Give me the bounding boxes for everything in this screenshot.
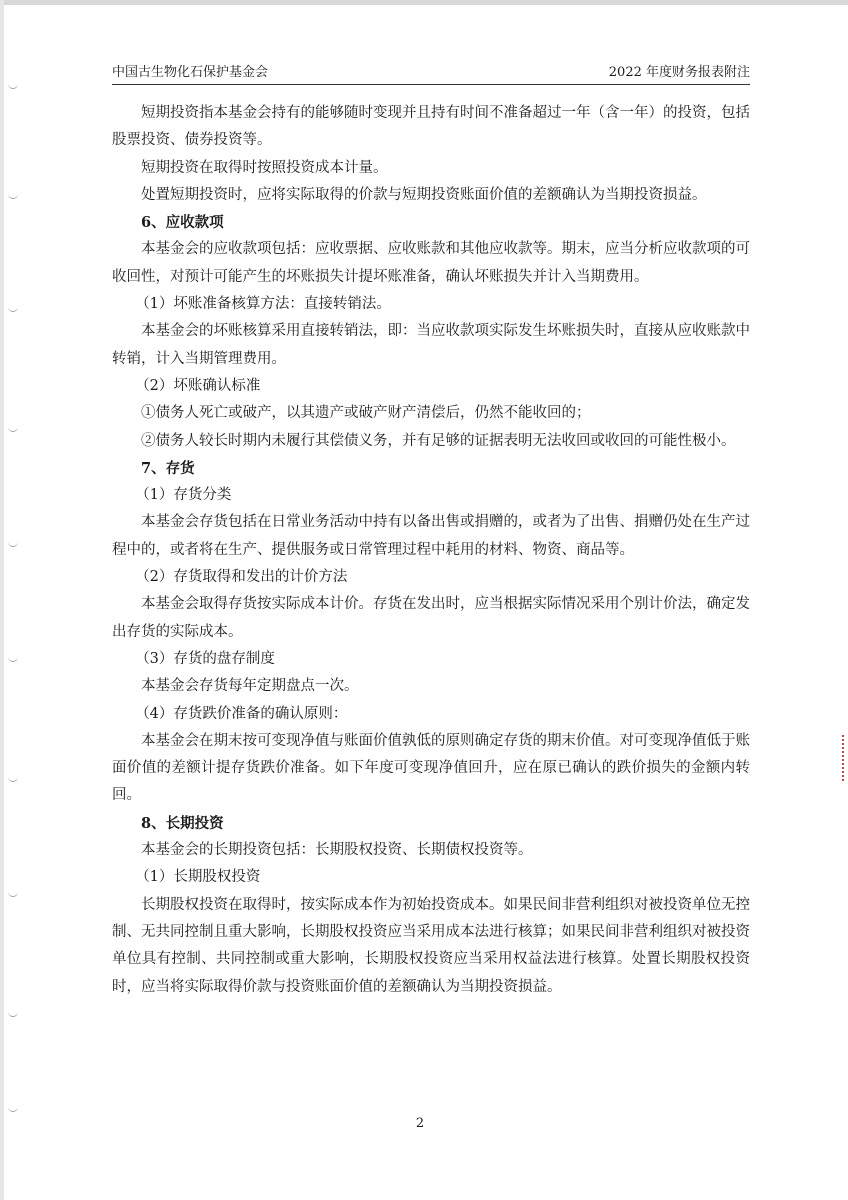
binding-hole-mark: [8, 192, 18, 199]
paragraph: （2）坏账确认标准: [135, 377, 261, 394]
paragraph: 本基金会的长期投资包括：长期股权投资、长期债权投资等。: [141, 842, 533, 859]
paragraph: （1）长期股权投资: [135, 869, 261, 886]
binding-hole-mark: [8, 425, 18, 432]
section-heading: 8、长期投资: [141, 814, 224, 832]
binding-hole-mark: [8, 890, 18, 897]
binding-hole-mark: [8, 655, 18, 662]
paragraph: （1）存货分类: [135, 487, 232, 504]
paragraph: （4）存货跌价准备的确认原则：: [135, 705, 348, 722]
binding-hole-mark: [8, 1105, 18, 1112]
body-text: [112, 100, 750, 1001]
page-number: 2: [415, 1116, 425, 1131]
paragraph: 本基金会存货每年定期盘点一次。: [141, 678, 359, 695]
paragraph: 本基金会存货包括在日常业务活动中持有以备出售或捐赠的，或者为了出售、捐赠仍处在生产过程中的，或者将在生产、提供服务或日常管理过程中耗用的材料、物资、商品等。: [112, 514, 750, 558]
page-header: [112, 64, 750, 85]
binding-hole-mark: [8, 775, 18, 782]
binding-hole-mark: [8, 82, 18, 89]
binding-hole-mark: [8, 305, 18, 312]
scan-edge-top: [0, 0, 848, 5]
paragraph: （3）存货的盘存制度: [135, 650, 275, 667]
paragraph: 本基金会的坏账核算采用直接转销法，即：当应收款项实际发生坏账损失时，直接从应收账款中转销，计入当期管理费用。: [112, 323, 750, 367]
paragraph: 处置短期投资时，应将实际取得的价款与短期投资账面价值的差额确认为当期投资损益。: [141, 186, 707, 203]
paragraph: （1）坏账准备核算方法：直接转销法。: [135, 296, 391, 313]
binding-hole-mark: [8, 1010, 18, 1017]
section-heading: 6、应收款项: [141, 214, 224, 232]
scan-edge-left: [0, 0, 4, 1200]
binding-hole-mark: [8, 540, 18, 547]
paragraph: 短期投资指本基金会持有的能够随时变现并且持有时间不准备超过一年（含一年）的投资，包括股票投资、债券投资等。: [112, 105, 750, 149]
header-document-title: 2022 年度财务报表附注: [608, 65, 750, 80]
paragraph: 本基金会取得存货按实际成本计价。存货在发出时，应当根据实际情况采用个别计价法，确定发出存货的实际成本。: [112, 596, 750, 640]
seal-edge-mark: [842, 735, 846, 781]
paragraph: 长期股权投资在取得时，按实际成本作为初始投资成本。如果民间非营利组织对被投资单位无控制、无共同控制且重大影响，长期股权投资应当采用成本法进行核算；如果民间非营利组织对被投资单位具有控制、共同控制或重大影响，长期股权投资应当采用权益法进行核算。处置长期股权投资时，应当将实际取得价款与投资账面价值的差额确认为当期投资损益。: [112, 896, 750, 995]
header-organization: 中国古生物化石保护基金会: [112, 65, 269, 80]
paragraph: （2）存货取得和发出的计价方法: [135, 569, 348, 586]
paragraph: ①债务人死亡或破产，以其遗产或破产财产清偿后，仍然不能收回的；: [141, 405, 591, 422]
paragraph: ②债务人较长时期内未履行其偿债义务，并有足够的证据表明无法收回或收回的可能性极小。: [141, 432, 736, 449]
paragraph: 本基金会在期末按可变现净值与账面价值孰低的原则确定存货的期末价值。对可变现净值低于账面价值的差额计提存货跌价准备。如下年度可变现净值回升，应在原已确认的跌价损失的金额内转回。: [112, 732, 750, 804]
paragraph: 短期投资在取得时按照投资成本计量。: [141, 159, 388, 176]
section-heading: 7、存货: [141, 459, 195, 477]
paragraph: 本基金会的应收款项包括：应收票据、应收账款和其他应收款等。期末，应当分析应收款项的可收回性，对预计可能产生的坏账损失计提坏账准备，确认坏账损失并计入当期费用。: [112, 241, 750, 285]
